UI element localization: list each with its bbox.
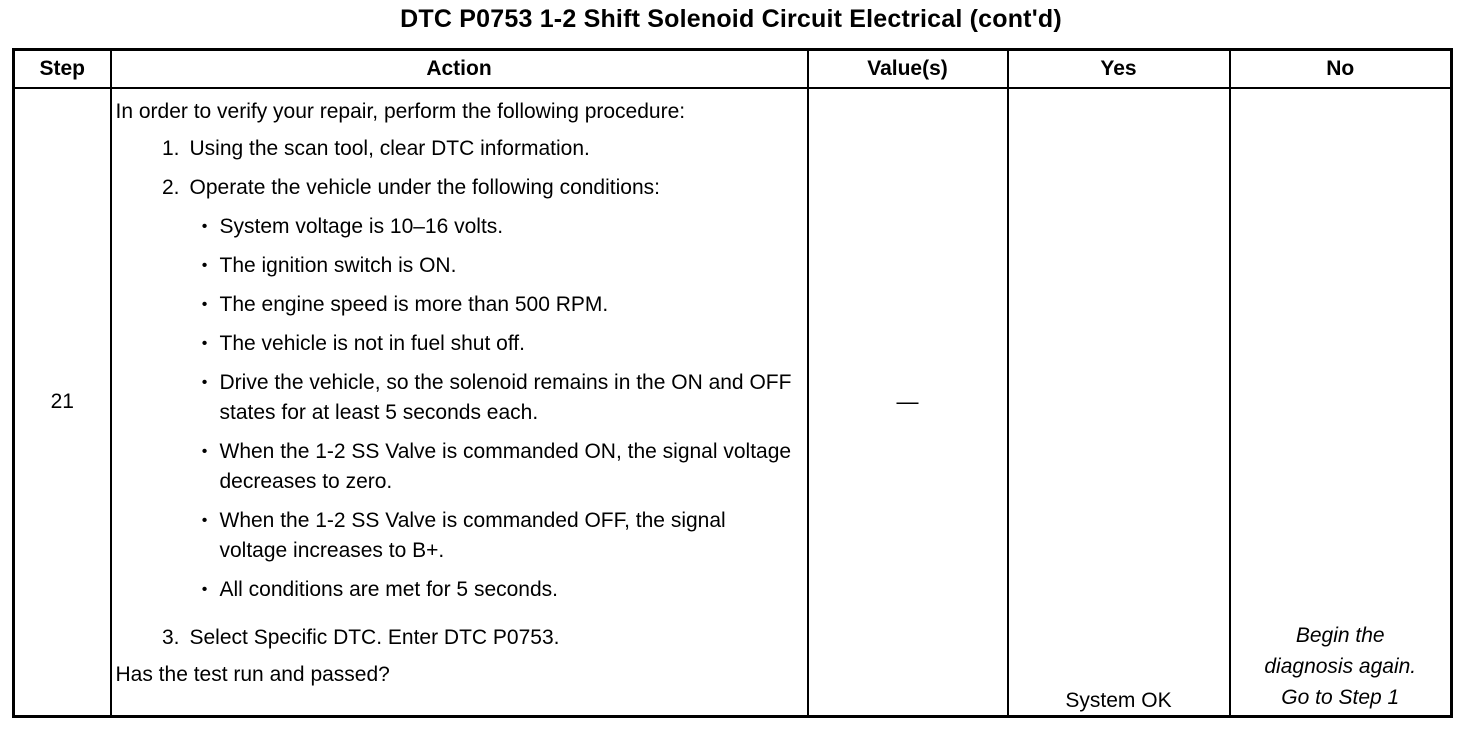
step-text: Operate the vehicle under the following conditions:: [189, 176, 660, 199]
no-result: [1230, 88, 1452, 717]
condition-text: When the 1-2 SS Valve is commanded OFF, the signal voltage increases to B+.: [219, 509, 726, 562]
procedure-step: [116, 623, 797, 653]
condition-text: The vehicle is not in fuel shut off.: [219, 332, 525, 355]
no-result-line: Begin the: [1295, 624, 1385, 647]
bullet-icon: •: [201, 581, 208, 598]
procedure-steps: [116, 134, 797, 653]
procedure-step: [116, 134, 797, 164]
condition-item: [190, 251, 797, 281]
no-result-line: diagnosis again.: [1264, 655, 1417, 678]
condition-text: System voltage is 10–16 volts.: [219, 215, 504, 238]
bullet-icon: •: [201, 296, 208, 313]
condition-text: The engine speed is more than 500 RPM.: [219, 293, 609, 316]
condition-text: All conditions are met for 5 seconds.: [219, 578, 559, 601]
action-intro: In order to verify your repair, perform the following procedure:: [115, 100, 686, 123]
header-row: [14, 50, 1452, 89]
page-title: DTC P0753 1-2 Shift Solenoid Circuit Electrical (cont'd): [400, 5, 1062, 33]
bullet-icon: •: [201, 257, 208, 274]
step-index: 1.: [161, 137, 180, 160]
bullet-icon: •: [201, 512, 208, 529]
bullet-icon: •: [201, 443, 208, 460]
bullet-icon: •: [201, 374, 208, 391]
procedure-step: [116, 173, 797, 614]
condition-item: [190, 506, 797, 566]
step-index: 3.: [161, 626, 180, 649]
bullet-icon: •: [201, 218, 208, 235]
conditions-list: [190, 212, 797, 605]
condition-item: [190, 575, 797, 605]
step-index: 2.: [161, 176, 180, 199]
table-row: [14, 88, 1452, 717]
condition-item: [190, 212, 797, 242]
header-no: No: [1230, 50, 1452, 89]
condition-text: Drive the vehicle, so the solenoid remains in the ON and OFF states for at least 5 seconds each.: [219, 371, 792, 424]
yes-result: System OK: [1008, 88, 1230, 717]
condition-text: The ignition switch is ON.: [219, 254, 457, 277]
header-yes: Yes: [1008, 50, 1230, 89]
condition-text: When the 1-2 SS Valve is commanded ON, the signal voltage decreases to zero.: [219, 440, 792, 493]
value-cell: —: [808, 88, 1008, 717]
test-question: Has the test run and passed?: [115, 663, 390, 686]
bullet-icon: •: [201, 335, 208, 352]
header-values: Value(s): [808, 50, 1008, 89]
condition-item: [190, 437, 797, 497]
step-number: 21: [14, 88, 111, 717]
step-text: Using the scan tool, clear DTC information.: [189, 137, 590, 160]
condition-item: [190, 329, 797, 359]
step-text: Select Specific DTC. Enter DTC P0753.: [189, 626, 560, 649]
no-result-line: Go to Step 1: [1281, 686, 1400, 709]
header-step: Step: [14, 50, 111, 89]
step-body: [190, 173, 797, 614]
action-cell: [111, 88, 808, 717]
condition-item: [190, 290, 797, 320]
header-action: Action: [111, 50, 808, 89]
condition-item: [190, 368, 797, 428]
diagnostic-table: [12, 48, 1453, 718]
